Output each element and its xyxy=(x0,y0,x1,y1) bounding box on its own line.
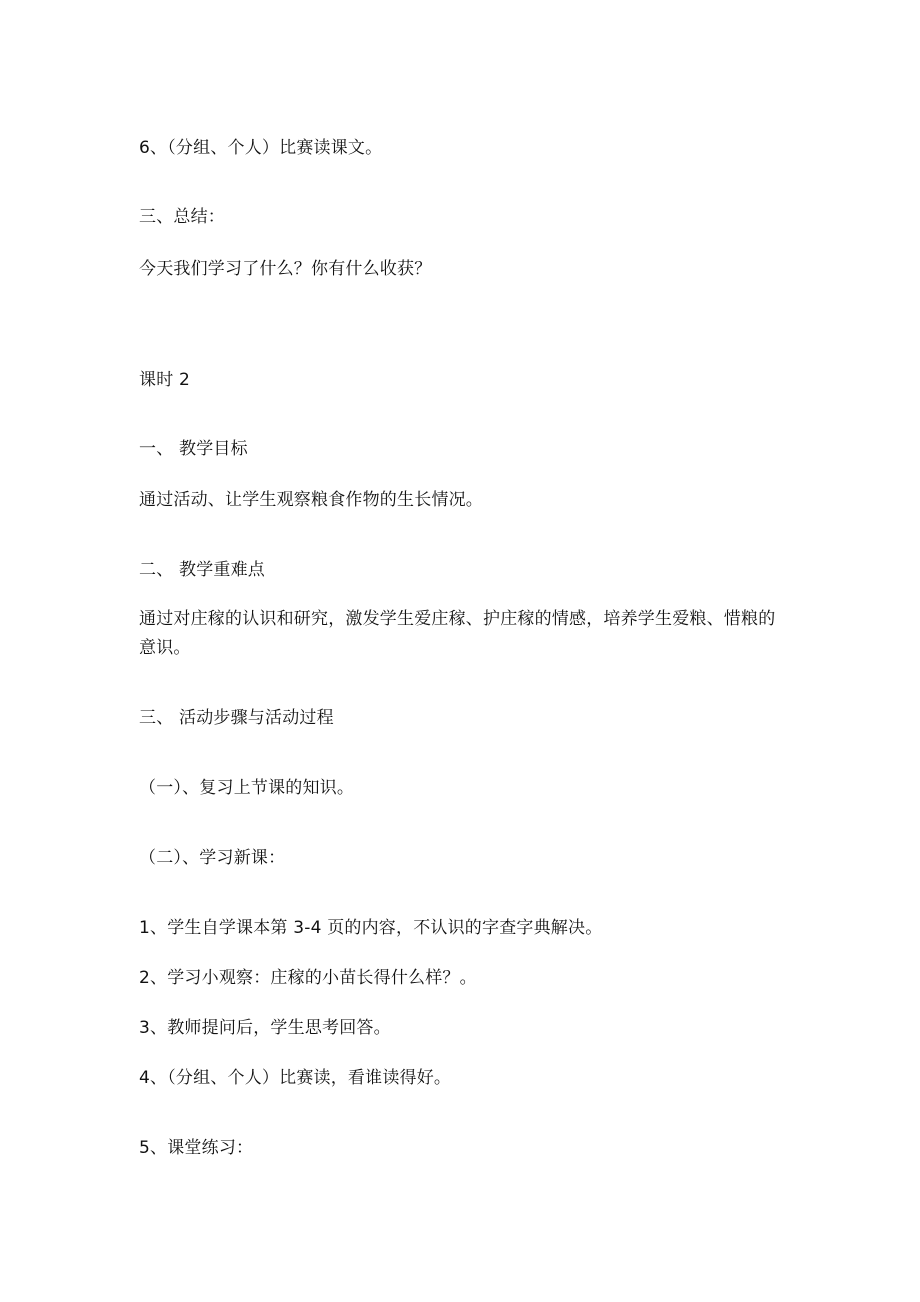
step-1-line: 1、学生自学课本第 3-4 页的内容，不认识的字查字典解决。 xyxy=(139,918,603,938)
subsection-review-line: （一）、复习上节课的知识。 xyxy=(139,778,355,798)
summary-question-line: 今天我们学习了什么？你有什么收获？ xyxy=(139,259,432,279)
section-teaching-goal-heading: 一、 教学目标 xyxy=(139,439,248,459)
step-5-line: 5、课堂练习： xyxy=(139,1138,254,1158)
step-4-line: 4、（分组、个人）比赛读，看谁读得好。 xyxy=(139,1068,452,1088)
section-key-points-heading: 二、 教学重难点 xyxy=(139,560,266,580)
key-points-text-line-1: 通过对庄稼的认识和研究，激发学生爱庄稼、护庄稼的情感，培养学生爱粮、惜粮的 xyxy=(139,609,776,629)
section-summary-heading: 三、总结： xyxy=(139,207,225,227)
teaching-goal-text: 通过活动、让学生观察粮食作物的生长情况。 xyxy=(139,490,483,510)
subsection-new-lesson-line: （二）、学习新课： xyxy=(139,848,286,868)
lesson-2-title: 课时 2 xyxy=(139,370,191,390)
key-points-text-line-2: 意识。 xyxy=(139,638,191,658)
step-6-line: 6、（分组、个人）比赛读课文。 xyxy=(139,138,383,158)
step-2-line: 2、学习小观察：庄稼的小苗长得什么样？。 xyxy=(139,968,477,988)
step-3-line: 3、教师提问后，学生思考回答。 xyxy=(139,1018,391,1038)
section-activity-steps-heading: 三、 活动步骤与活动过程 xyxy=(139,708,334,728)
